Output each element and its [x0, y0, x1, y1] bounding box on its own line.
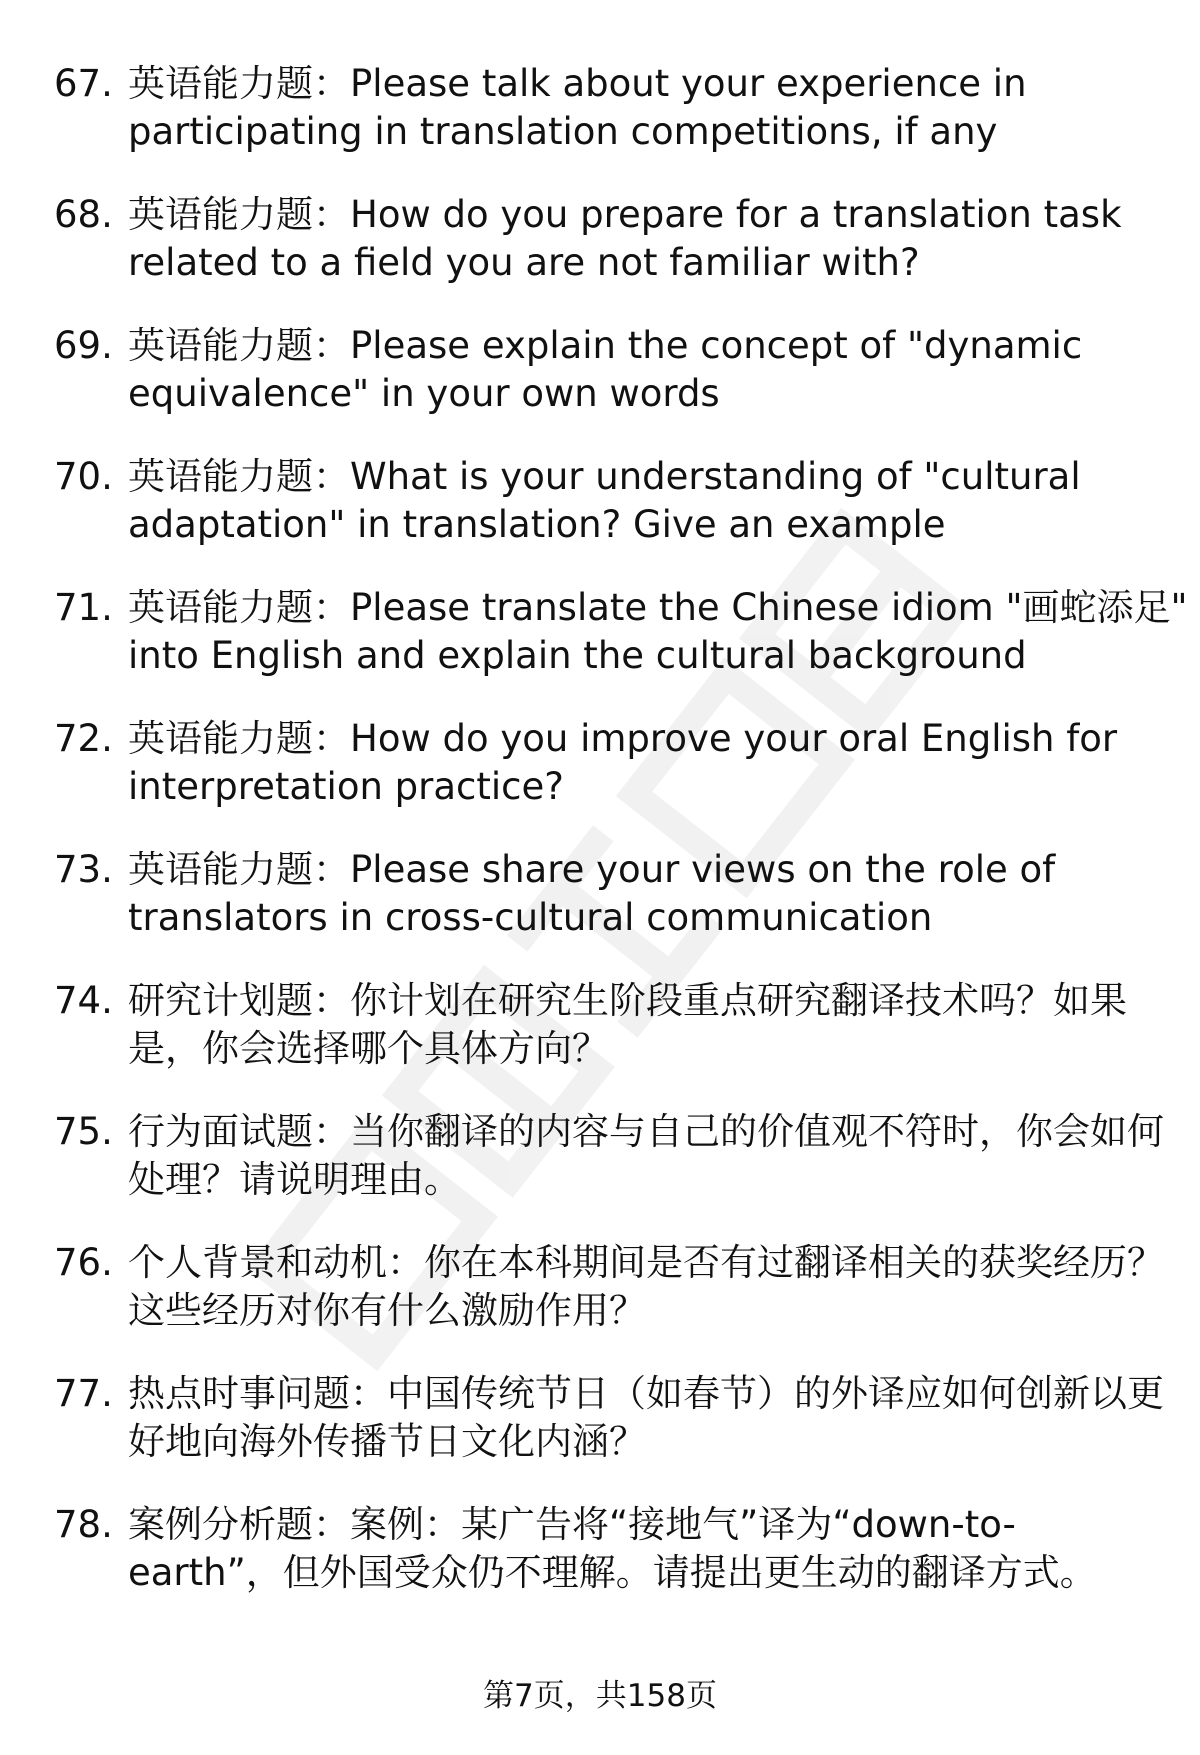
question-line: adaptation" in translation? Give an example — [128, 503, 946, 546]
question-line: 是，你会选择哪个具体方向？ — [128, 1027, 609, 1070]
question-line: into English and explain the cultural background — [128, 634, 1027, 677]
question-number: 73. — [54, 848, 113, 891]
question-number: 74. — [54, 979, 113, 1022]
question-line: related to a field you are not familiar with? — [128, 241, 920, 284]
question-number: 70. — [54, 455, 113, 498]
question-text — [128, 453, 1148, 549]
question-line: equivalence" in your own words — [128, 372, 720, 415]
question-number: 68. — [54, 193, 113, 236]
question-number: 72. — [54, 717, 113, 760]
question-number: 67. — [54, 62, 113, 105]
question-line: 案例分析题：案例：某广告将“接地气”译为“down-to- — [128, 1503, 1016, 1546]
question-number: 76. — [54, 1241, 113, 1284]
question-number: 71. — [54, 586, 113, 629]
page-number: 第7页，共158页 — [483, 1678, 717, 1714]
question-text — [128, 977, 1148, 1073]
question-line: 热点时事问题：中国传统节日（如春节）的外译应如何创新以更 — [128, 1372, 1164, 1415]
question-line: 行为面试题：当你翻译的内容与自己的价值观不符时，你会如何 — [128, 1110, 1164, 1153]
question-text — [128, 1501, 1148, 1597]
question-line: 处理？请说明理由。 — [128, 1158, 461, 1201]
question-line: 英语能力题：Please explain the concept of "dynamic — [128, 324, 1083, 367]
question-line: translators in cross-cultural communication — [128, 896, 933, 939]
question-line: 个人背景和动机：你在本科期间是否有过翻译相关的获奖经历？ — [128, 1241, 1164, 1284]
question-number: 69. — [54, 324, 113, 367]
question-text — [128, 60, 1148, 156]
question-number: 77. — [54, 1372, 113, 1415]
question-line: 英语能力题：Please share your views on the role of — [128, 848, 1056, 891]
question-line: 研究计划题：你计划在研究生阶段重点研究翻译技术吗？如果 — [128, 979, 1127, 1022]
question-text — [128, 846, 1148, 942]
question-line: 英语能力题：How do you prepare for a translation task — [128, 193, 1122, 236]
question-text — [128, 1239, 1164, 1335]
question-line: earth”，但外国受众仍不理解。请提出更生动的翻译方式。 — [128, 1551, 1097, 1594]
question-line: 这些经历对你有什么激励作用？ — [128, 1289, 646, 1332]
question-line: participating in translation competitions, if any — [128, 110, 998, 153]
question-text — [128, 191, 1148, 287]
question-text — [128, 1108, 1164, 1204]
question-line: 英语能力题：What is your understanding of "cultural — [128, 455, 1081, 498]
question-line: 英语能力题：Please translate the Chinese idiom "画蛇添足" — [128, 586, 1188, 629]
question-line: 英语能力题：Please talk about your experience in — [128, 62, 1027, 105]
question-text — [128, 1370, 1164, 1466]
question-line: 英语能力题：How do you improve your oral English for — [128, 717, 1118, 760]
question-number: 75. — [54, 1110, 113, 1153]
question-line: interpretation practice? — [128, 765, 564, 808]
question-text — [128, 322, 1148, 418]
question-line: 好地向海外传播节日文化内涵？ — [128, 1420, 646, 1463]
question-number: 78. — [54, 1503, 113, 1546]
question-text — [128, 584, 1188, 680]
question-text — [128, 715, 1148, 811]
